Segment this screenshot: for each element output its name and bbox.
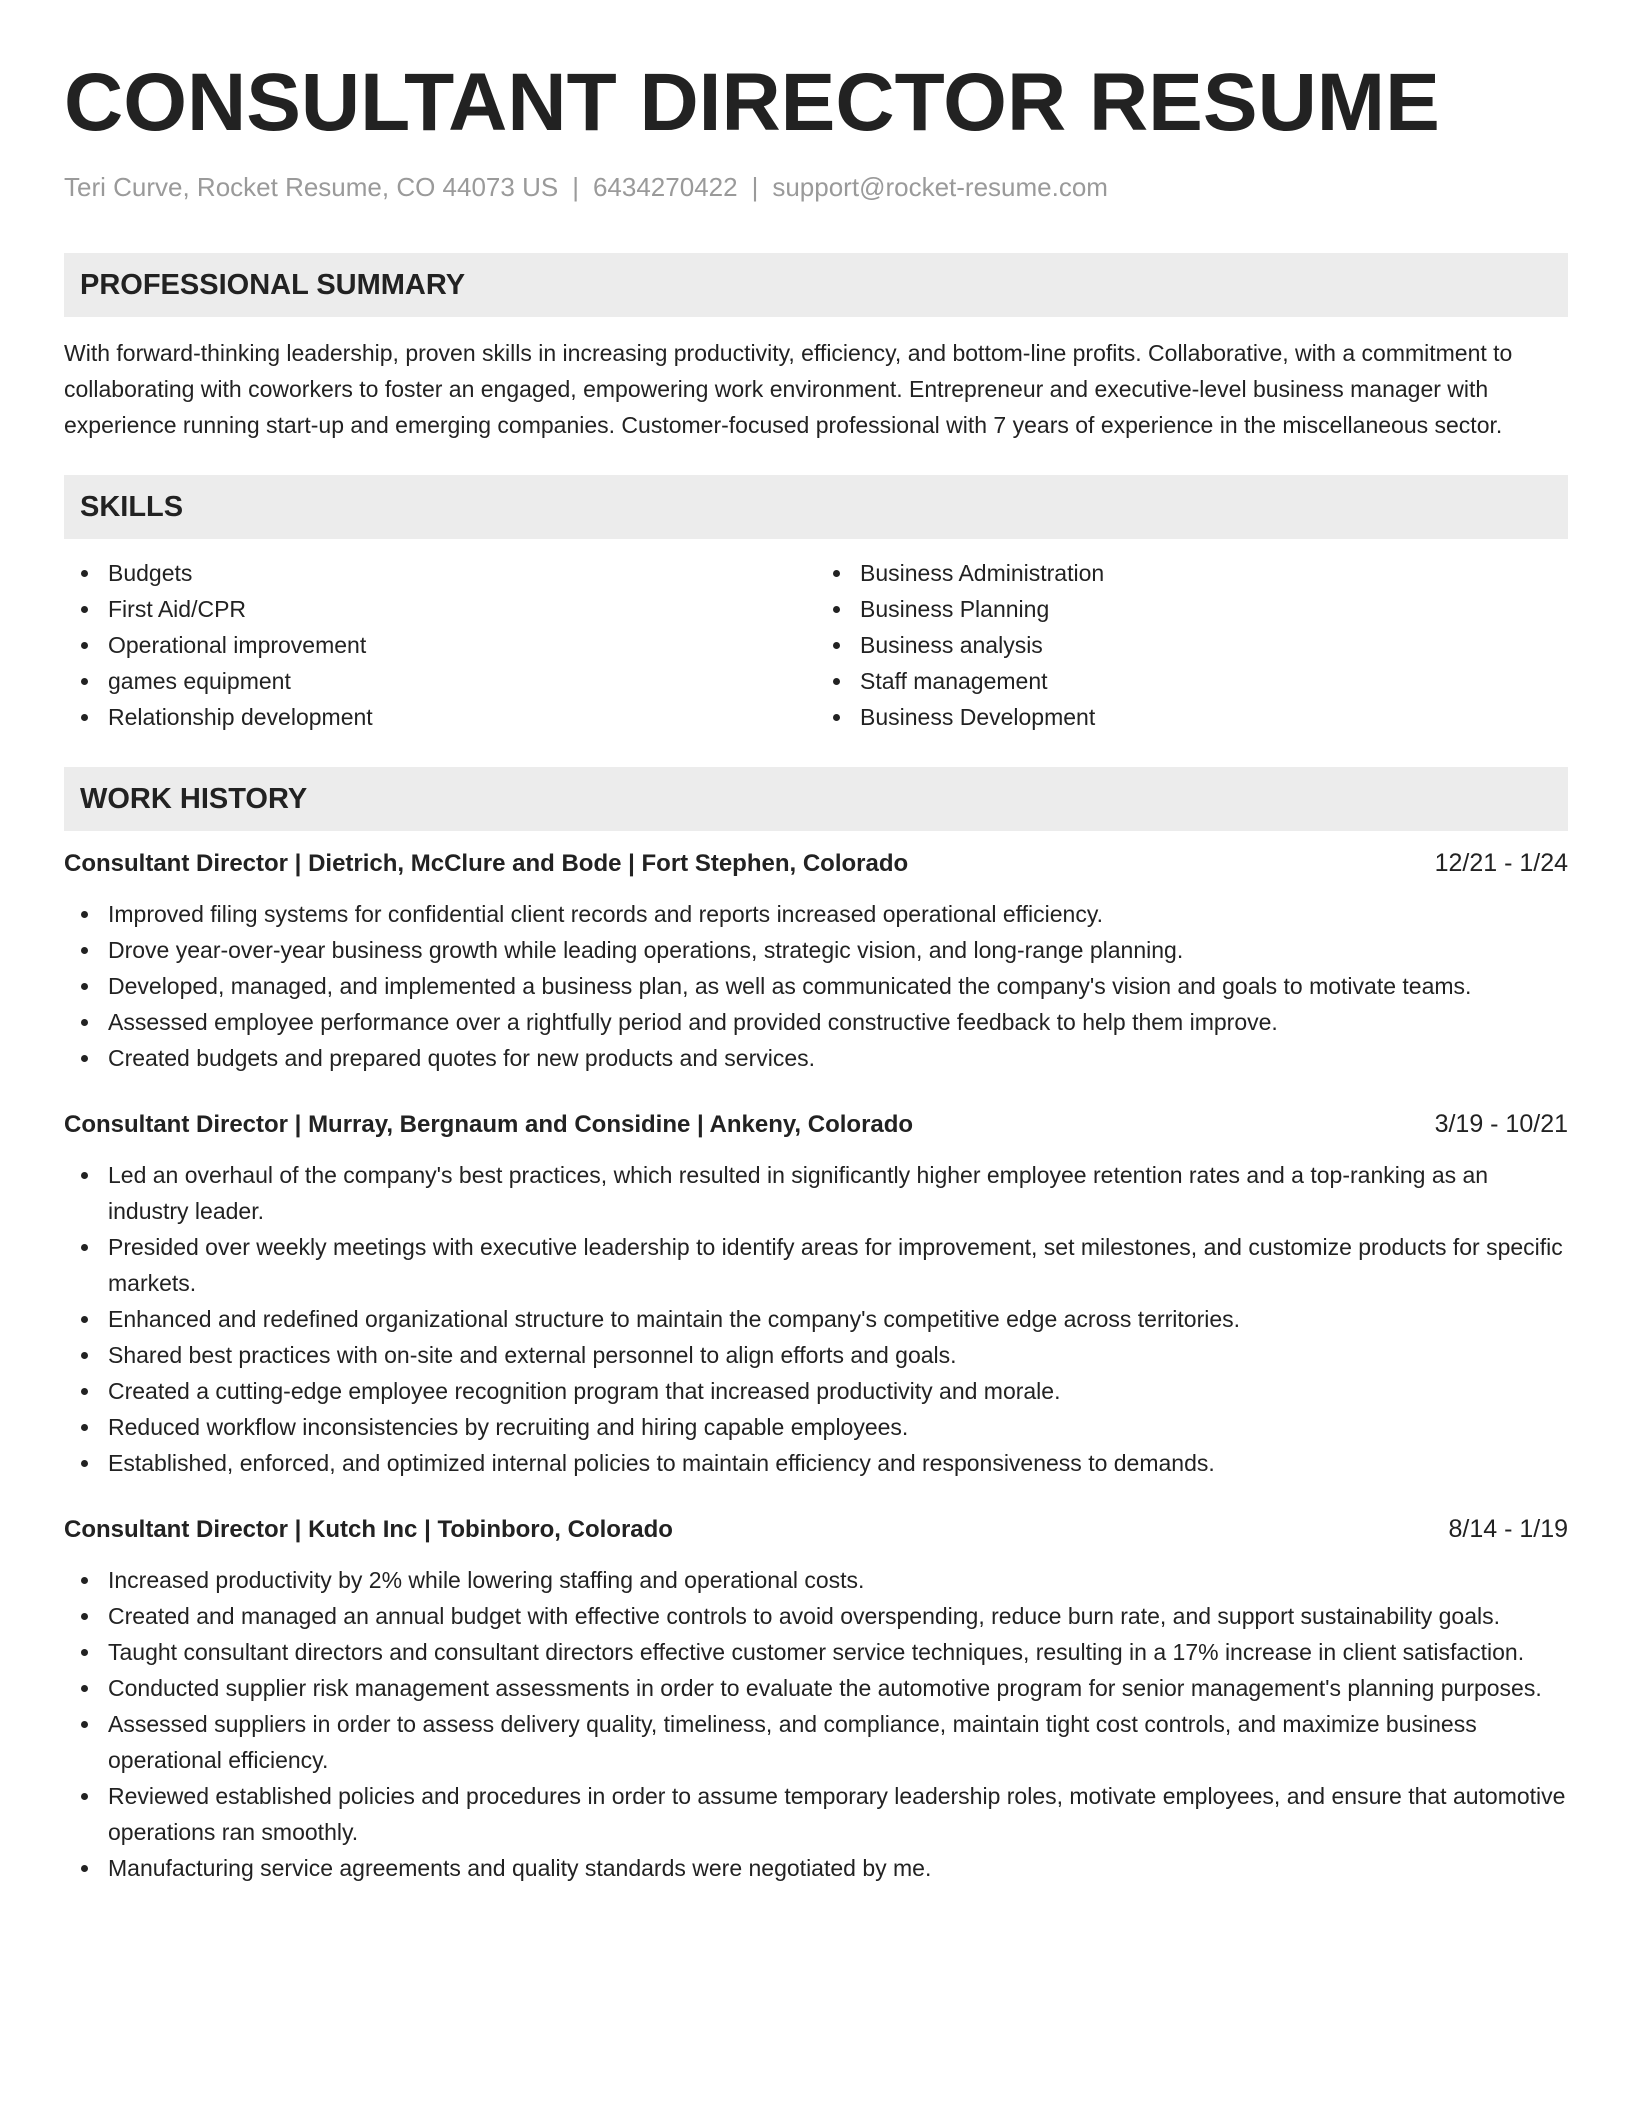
job-title: Consultant Director | Dietrich, McClure and Bode | Fort Stephen, Colorado — [64, 850, 909, 877]
job-dates: 12/21 - 1/24 — [1434, 849, 1568, 877]
job-bullet: Increased productivity by 2% while lowering staffing and operational costs. — [64, 1562, 1568, 1598]
skill-item: games equipment — [64, 663, 816, 699]
contact-separator: | — [751, 172, 759, 202]
job-title: Consultant Director | Murray, Bergnaum and Considine | Ankeny, Colorado — [64, 1111, 914, 1138]
job-entry — [64, 1511, 1568, 1886]
job-bullet: Drove year-over-year business growth while leading operations, strategic vision, and long-range planning. — [64, 932, 1568, 968]
skills-list — [64, 555, 1568, 735]
summary-text: With forward-thinking leadership, proven skills in increasing productivity, efficiency, and bottom-line profits. Collaborative, with a commitment to collaborating with coworkers to foster an engaged, empowering work environment. Entrepreneur and executive-level business manager with experience running start-up and emerging companies. Customer-focused professional with 7 years of experience in the miscellaneous sector. — [64, 340, 1513, 438]
skill-item: First Aid/CPR — [64, 591, 816, 627]
job-bullets — [64, 896, 1568, 1076]
skill-item: Budgets — [64, 555, 816, 591]
skill-item: Staff management — [816, 663, 1568, 699]
job-bullet: Assessed employee performance over a rightfully period and provided constructive feedback to help them improve. — [64, 1004, 1568, 1040]
job-header — [64, 1106, 1568, 1143]
skills-column-right — [816, 555, 1568, 735]
contact-line — [64, 172, 1568, 203]
job-bullet: Created budgets and prepared quotes for new products and services. — [64, 1040, 1568, 1076]
job-title: Consultant Director | Kutch Inc | Tobinboro, Colorado — [64, 1516, 673, 1543]
job-entry — [64, 1106, 1568, 1481]
job-bullet: Created and managed an annual budget with effective controls to avoid overspending, reduce burn rate, and support sustainability goals. — [64, 1598, 1568, 1634]
skills-column-left — [64, 555, 816, 735]
job-bullet: Improved filing systems for confidential client records and reports increased operational efficiency. — [64, 896, 1568, 932]
skill-item: Business Administration — [816, 555, 1568, 591]
job-bullet: Led an overhaul of the company's best practices, which resulted in significantly higher employee retention rates and a top-ranking as an industry leader. — [64, 1157, 1568, 1229]
job-bullet: Shared best practices with on-site and external personnel to align efforts and goals. — [64, 1337, 1568, 1373]
skill-item: Relationship development — [64, 699, 816, 735]
job-dates: 3/19 - 10/21 — [1434, 1110, 1568, 1138]
job-bullet: Reviewed established policies and procedures in order to assume temporary leadership roles, motivate employees, and ensure that automotive operations ran smoothly. — [64, 1778, 1568, 1850]
job-bullets — [64, 1562, 1568, 1886]
section-header-work-history: WORK HISTORY — [64, 767, 1568, 831]
job-entry — [64, 845, 1568, 1076]
contact-separator: | — [572, 172, 579, 202]
contact-email: support@rocket-resume.com — [772, 172, 1108, 202]
job-bullet: Taught consultant directors and consultant directors effective customer service techniques, resulting in a 17% increase in client satisfaction. — [64, 1634, 1568, 1670]
job-header — [64, 845, 1568, 882]
job-bullet: Created a cutting-edge employee recognition program that increased productivity and morale. — [64, 1373, 1568, 1409]
contact-address: Teri Curve, Rocket Resume, CO 44073 US — [64, 172, 559, 202]
job-bullet: Developed, managed, and implemented a business plan, as well as communicated the company's vision and goals to motivate teams. — [64, 968, 1568, 1004]
job-bullets — [64, 1157, 1568, 1481]
skill-item: Business analysis — [816, 627, 1568, 663]
resume-title: CONSULTANT DIRECTOR RESUME — [64, 57, 1440, 148]
section-header-summary: PROFESSIONAL SUMMARY — [64, 253, 1568, 317]
job-bullet: Presided over weekly meetings with executive leadership to identify areas for improvement, set milestones, and customize products for specific markets. — [64, 1229, 1568, 1301]
contact-phone: 6434270422 — [592, 172, 738, 202]
job-bullet: Conducted supplier risk management assessments in order to evaluate the automotive program for senior management's planning purposes. — [64, 1670, 1568, 1706]
job-header — [64, 1511, 1568, 1548]
job-bullet: Established, enforced, and optimized internal policies to maintain efficiency and responsiveness to demands. — [64, 1445, 1568, 1481]
skill-item: Business Development — [816, 699, 1568, 735]
job-bullet: Manufacturing service agreements and quality standards were negotiated by me. — [64, 1850, 1568, 1886]
job-bullet: Enhanced and redefined organizational structure to maintain the company's competitive edge across territories. — [64, 1301, 1568, 1337]
job-dates: 8/14 - 1/19 — [1448, 1515, 1568, 1543]
job-bullet: Assessed suppliers in order to assess delivery quality, timeliness, and compliance, maintain tight cost controls, and maximize business operational efficiency. — [64, 1706, 1568, 1778]
skill-item: Business Planning — [816, 591, 1568, 627]
section-header-skills: SKILLS — [64, 475, 1568, 539]
skill-item: Operational improvement — [64, 627, 816, 663]
job-bullet: Reduced workflow inconsistencies by recruiting and hiring capable employees. — [64, 1409, 1568, 1445]
